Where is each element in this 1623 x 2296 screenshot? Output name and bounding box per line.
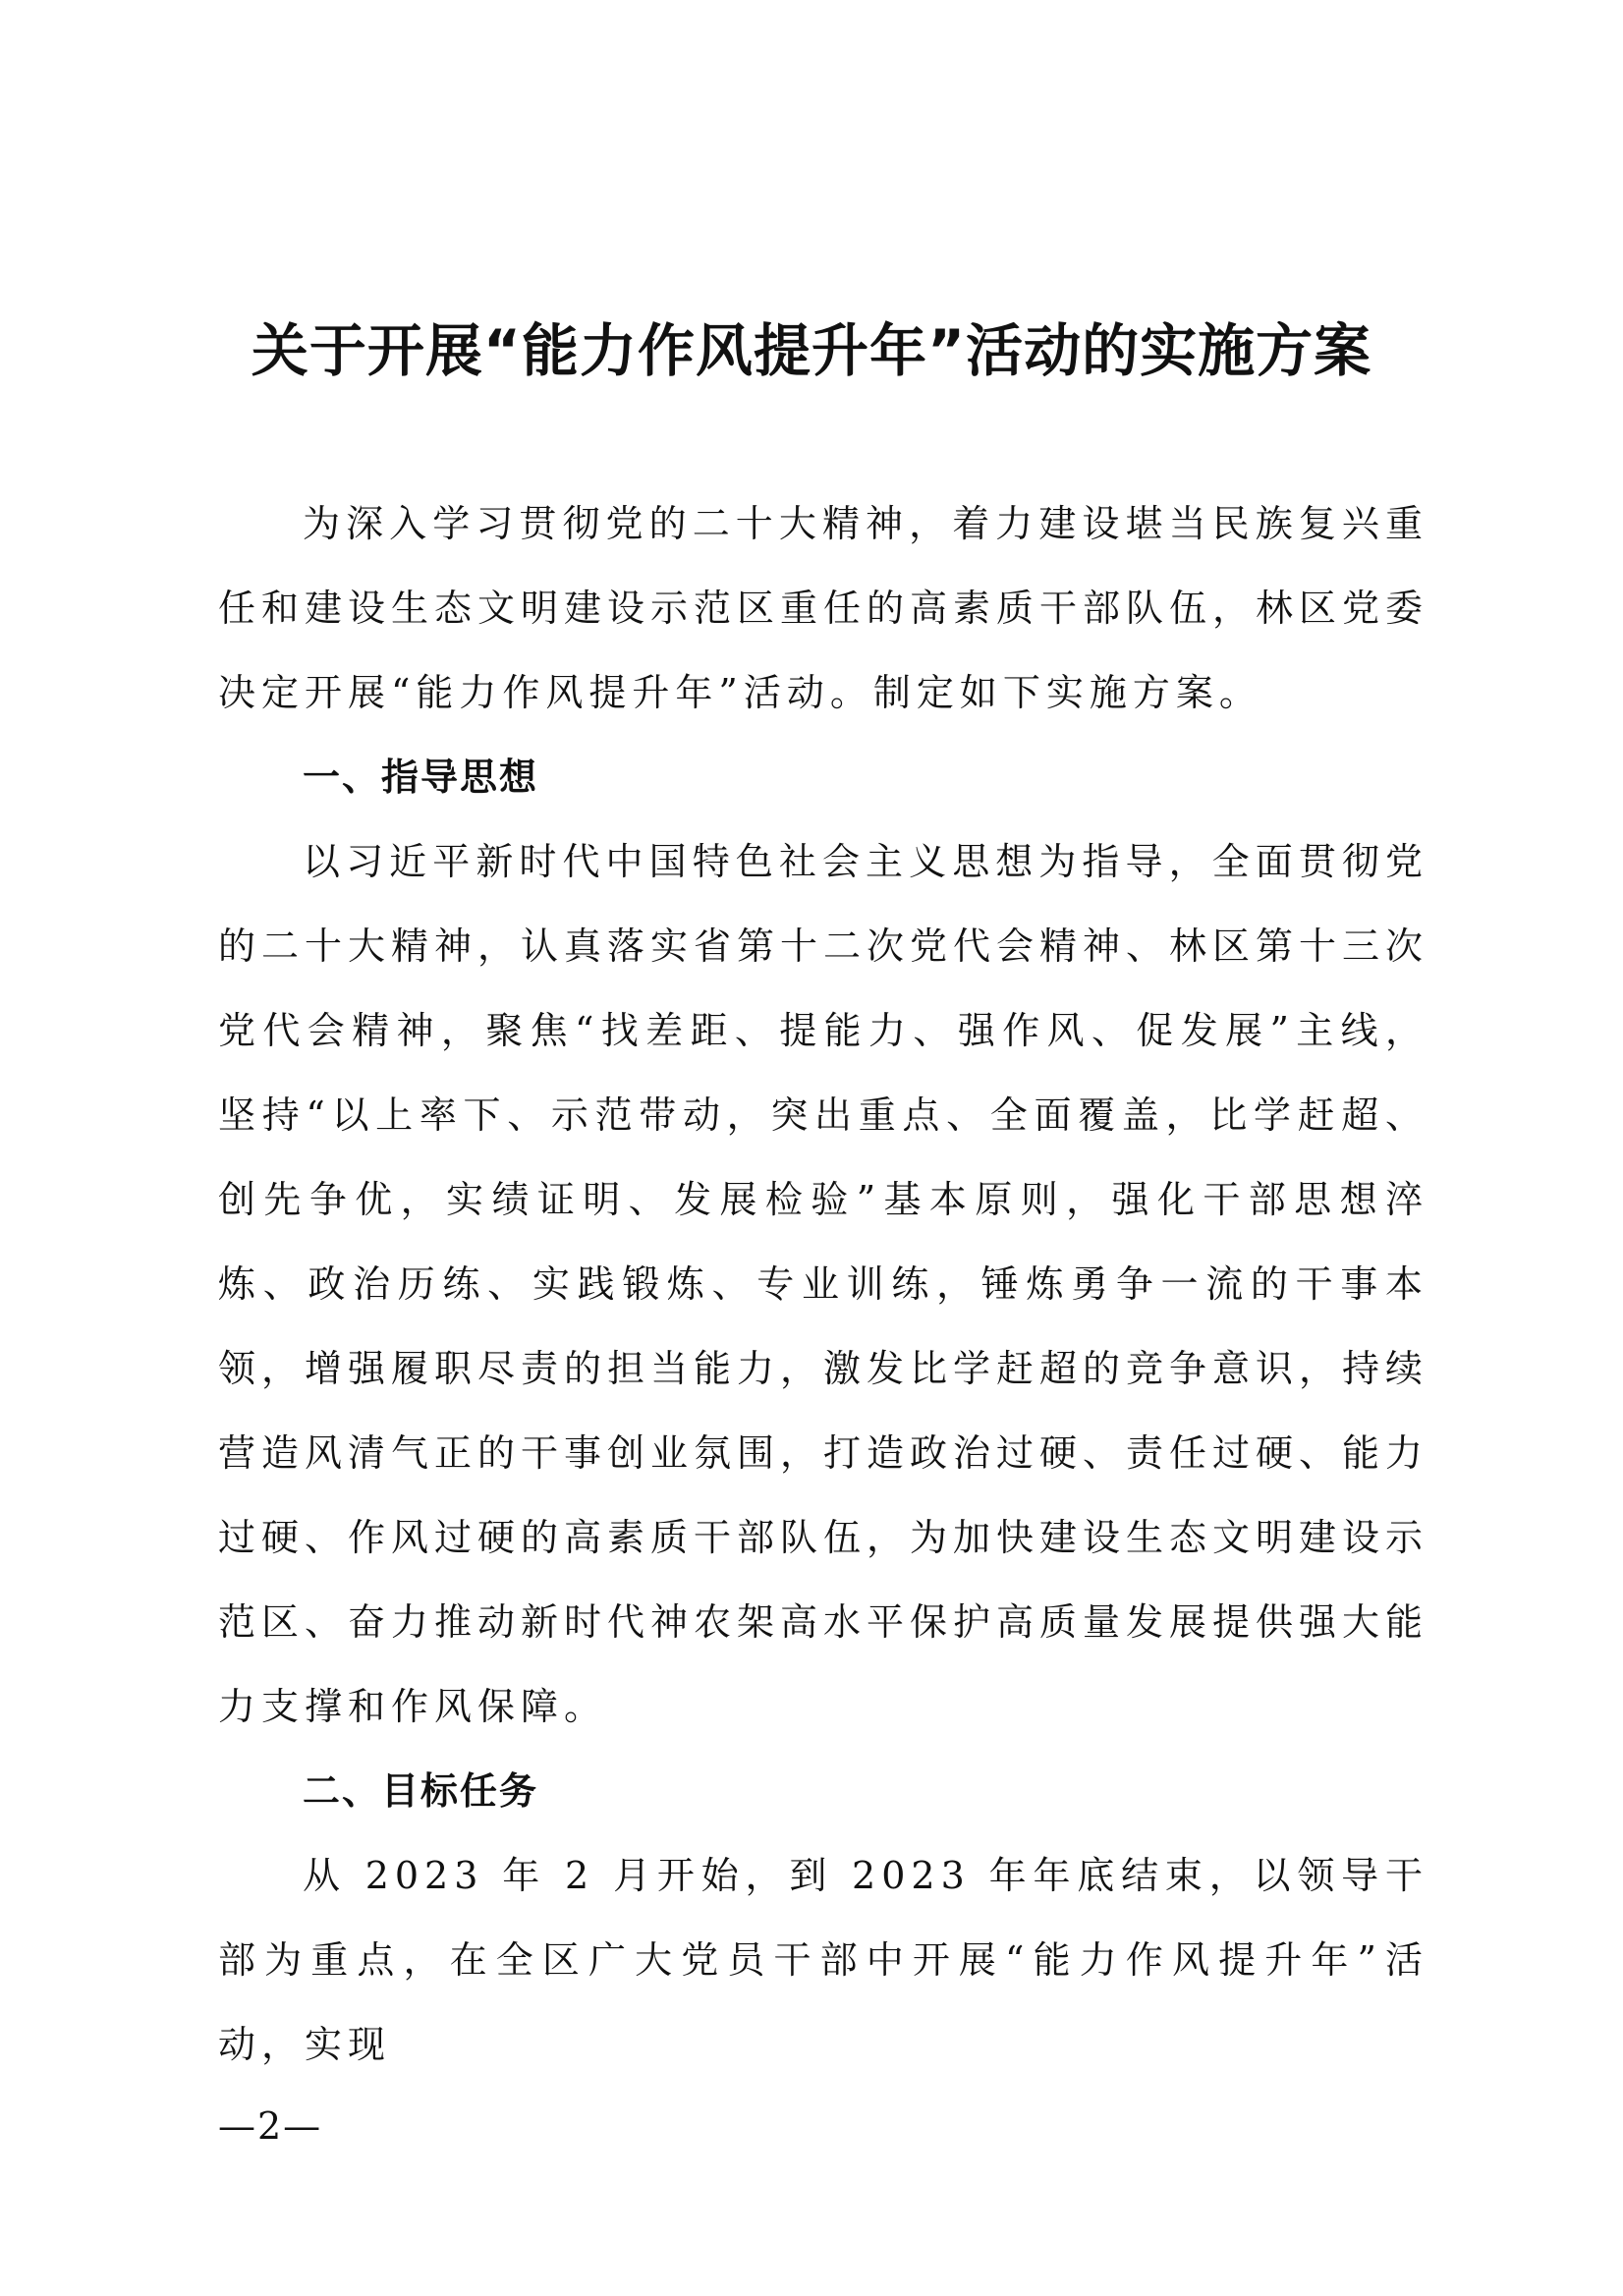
section-heading-goals-tasks: 二、目标任务 — [303, 1769, 539, 1813]
intro-paragraph: 为深入学习贯彻党的二十大精神，着力建设堪当民族复兴重任和建设生态文明建设示范区重任的高素质干部队伍，林区党委决定开展“能力作风提升年”活动。制定如下实施方案。 — [218, 502, 1429, 714]
document-body — [218, 481, 1428, 2087]
section-heading-guiding-thought: 一、指导思想 — [303, 756, 539, 799]
guiding-thought-paragraph: 以习近平新时代中国特色社会主义思想为指导，全面贯彻党的二十大精神，认真落实省第十二次党代会精神、林区第十三次党代会精神，聚焦“找差距、提能力、强作风、促发展”主线，坚持“以上率下、示范带动，突出重点、全面覆盖，比学赶超、创先争优，实绩证明、发展检验”基本原则，强化干部思想淬炼、政治历练、实践锻炼、专业训练，锤炼勇争一流的干事本领，增强履职尽责的担当能力，激发比学赶超的竞争意识，持续营造风清气正的干事创业氛围，打造政治过硬、责任过硬、能力过硬、作风过硬的高素质干部队伍，为加快建设生态文明建设示范区、奋力推动新时代神农架高水平保护高质量发展提供强大能力支撑和作风保障。 — [218, 840, 1429, 1728]
goals-tasks-paragraph: 从 2023 年 2 月开始，到 2023 年年底结束，以领导干部为重点，在全区广大党员干部中开展“能力作风提升年”活动，实现 — [218, 1854, 1428, 2066]
page-number: —2— — [218, 2104, 323, 2148]
document-title: 关于开展“能力作风提升年”活动的实施方案 — [251, 317, 1372, 384]
